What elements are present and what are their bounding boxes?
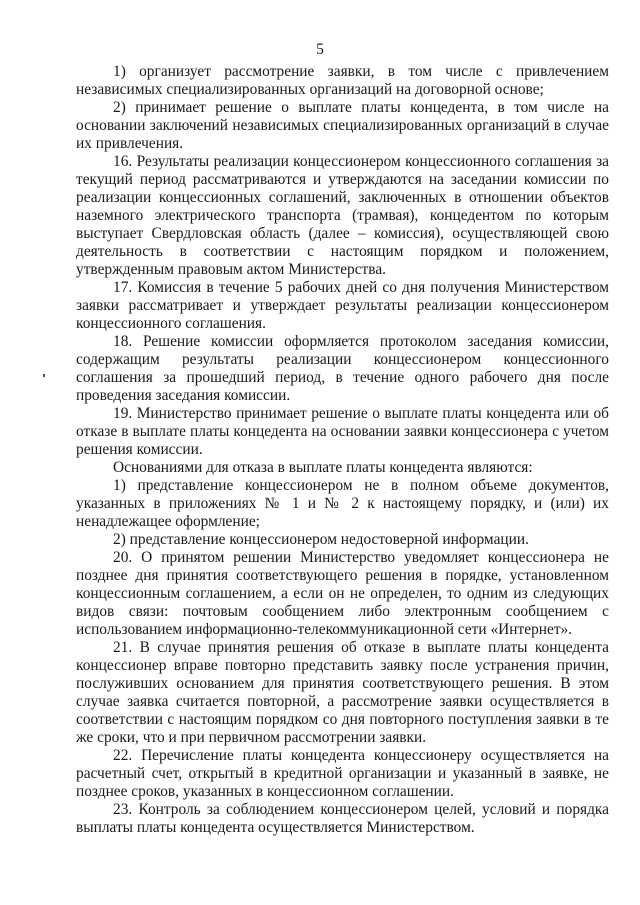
refusal-grounds-heading: Основаниями для отказа в выплате платы концедента являются: bbox=[113, 459, 533, 476]
clause-20: 20. О принятом решении Министерство уведомляет концессионера не позднее дня принятия соответствующего решения в порядке, установленном концессионным соглашением, а если он не определен, то одним из следующих видов связи: почтовым сообщением либо электронным сообщением с использованием информационно-телекоммуникационной сети «Интернет». bbox=[76, 549, 609, 638]
refusal-ground-2: 2) представление концессионером недостоверной информации. bbox=[113, 531, 529, 548]
list-item-organize-review: 1) организует рассмотрение заявки, в том числе с привлечением независимых специализированных организаций на договорной основе; bbox=[76, 63, 609, 98]
document-body bbox=[76, 63, 609, 837]
clause-18: 18. Решение комиссии оформляется протоколом заседания комиссии, содержащим результаты реализации концессионером концессионного соглашения за прошедший период, в течение одного рабочего дня после проведения заседания комиссии. bbox=[76, 333, 609, 404]
clause-23: 23. Контроль за соблюдением концессионером целей, условий и порядка выплаты платы концедента осуществляется Министерством. bbox=[76, 801, 609, 836]
clause-21: 21. В случае принятия решения об отказе в выплате платы концедента концессионер вправе повторно представить заявку после устранения причин, послуживших основанием для принятия соответствующего решения. В этом случае заявка считается повторной, а рассмотрение заявки осуществляется в соответствии с настоящим порядком со дня повторного поступления заявки в те же сроки, что и при первичном рассмотрении заявки. bbox=[76, 639, 609, 746]
list-item-payment-decision: 2) принимает решение о выплате платы концедента, в том числе на основании заключений независимых специализированных организаций в случае их привлечения. bbox=[76, 99, 609, 152]
margin-mark bbox=[43, 374, 45, 377]
clause-22: 22. Перечисление платы концедента концессионеру осуществляется на расчетный счет, открытый в кредитной организации и указанный в заявке, не позднее сроков, указанных в концессионном соглашении. bbox=[76, 747, 609, 800]
page-number: 5 bbox=[316, 41, 324, 58]
clause-16: 16. Результаты реализации концессионером концессионного соглашения за текущий период рассматриваются и утверждаются на заседании комиссии по реализации концессионных соглашений, заключенных в отношении объектов наземного электрического транспорта (трамвая), концедентом по которым выступает Свердловская область (далее – комиссия), осуществляющей свою деятельность в соответствии с настоящим порядком и положением, утвержденным правовым актом Министерства. bbox=[76, 153, 609, 278]
clause-19: 19. Министерство принимает решение о выплате платы концедента или об отказе в выплате платы концедента на основании заявки концессионера с учетом решения комиссии. bbox=[76, 405, 609, 458]
clause-17: 17. Комиссия в течение 5 рабочих дней со дня получения Министерством заявки рассматривает и утверждает результаты реализации концессионером концессионного соглашения. bbox=[76, 279, 609, 332]
refusal-ground-1: 1) представление концессионером не в полном объеме документов, указанных в приложениях № 1 и № 2 к настоящему порядку, и (или) их ненадлежащее оформление; bbox=[76, 477, 609, 530]
